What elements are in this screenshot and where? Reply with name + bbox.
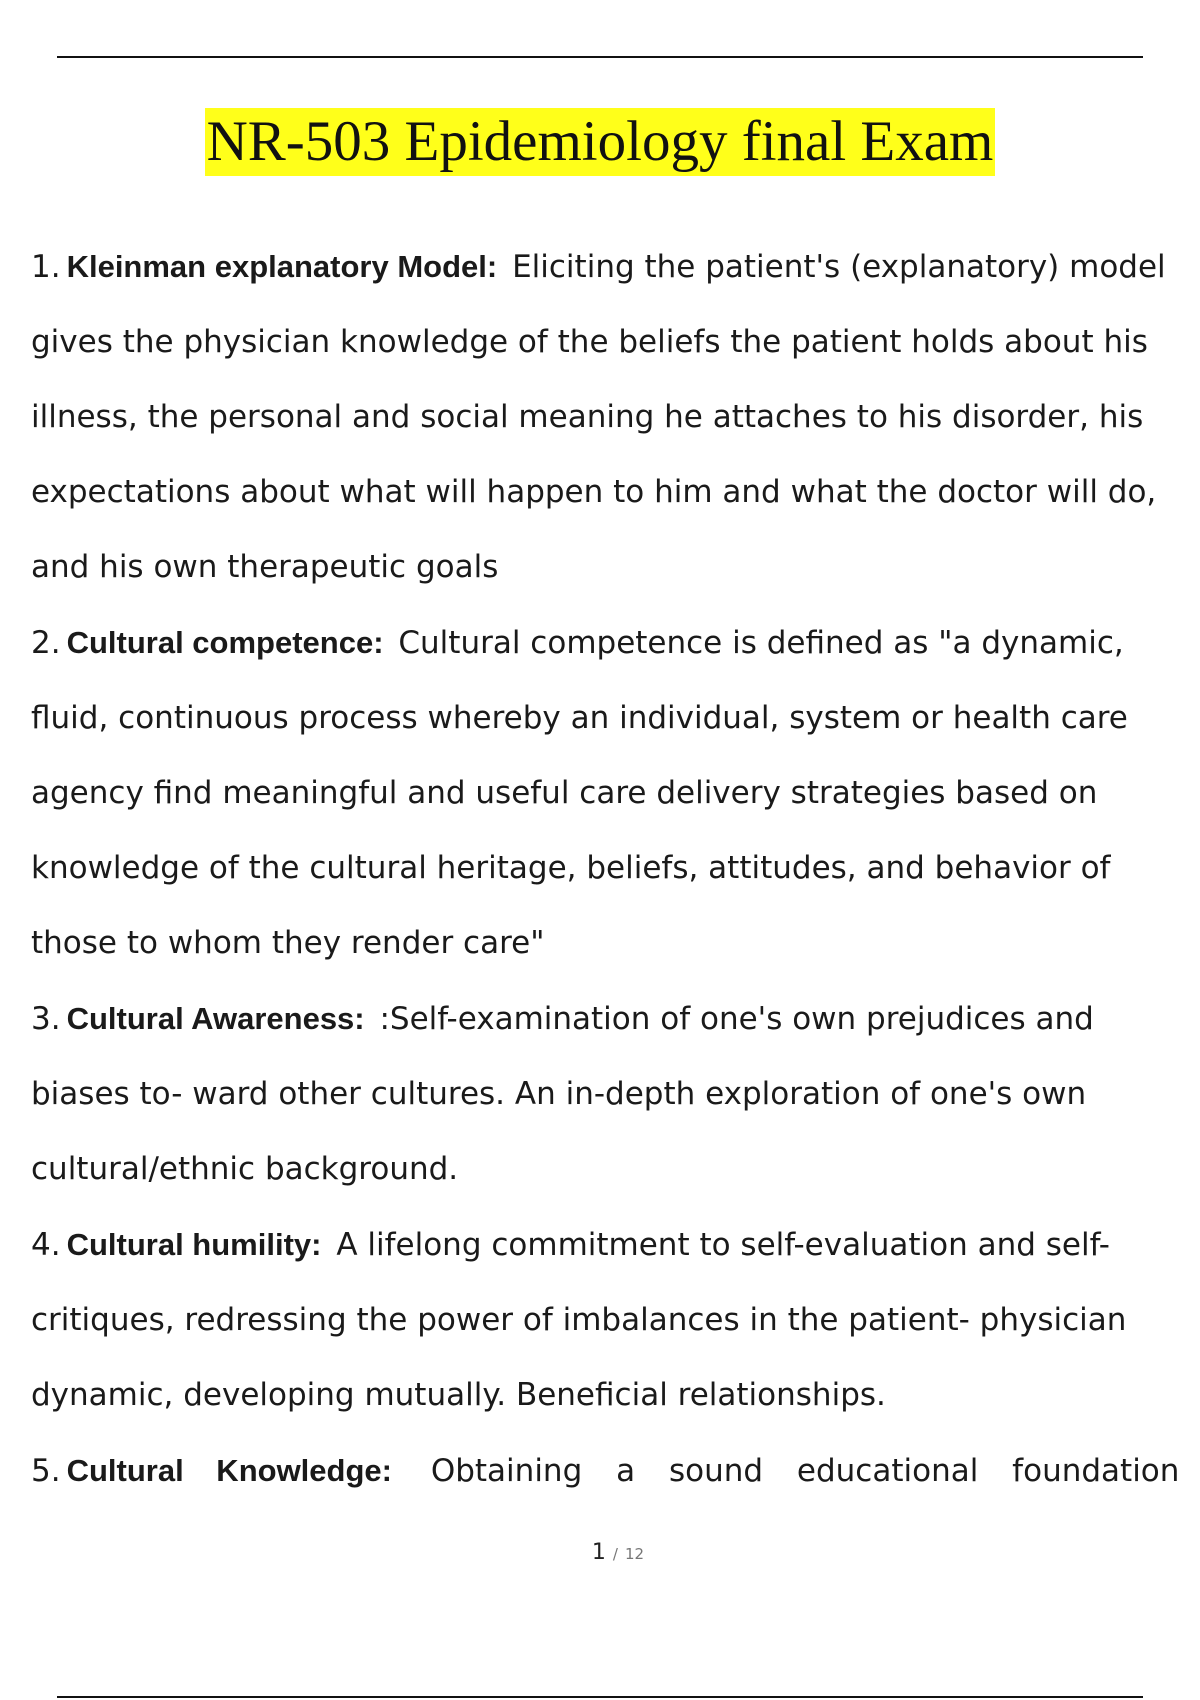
list-item: [31, 981, 1177, 1207]
item-number: 5.: [31, 1453, 61, 1489]
item-definition: :Self-examination of one's own prejudices and biases to- ward other cultures. An in-depth exploration of one's own cultural/ethnic background.: [31, 1001, 1094, 1187]
item-term: Cultural competence:: [66, 625, 384, 660]
item-term: Cultural Awareness:: [66, 1001, 365, 1036]
item-definition: Eliciting the patient's (explanatory) model gives the physician knowledge of the beliefs the patient holds about his illness, the personal and social meaning he attaches to his disorder, his expectations about what will happen to him and what the doctor will do, and his own therapeutic goals: [31, 249, 1166, 585]
top-divider: [57, 56, 1143, 58]
list-item: [31, 1433, 1180, 1509]
title-container: [0, 108, 1200, 176]
item-number: 4.: [31, 1227, 61, 1263]
list-item: [31, 605, 1177, 981]
list-item: [31, 229, 1177, 605]
item-term: Kleinman explanatory Model:: [66, 249, 498, 284]
item-number: 3.: [31, 1001, 61, 1037]
page-indicator: [0, 1540, 1200, 1565]
document-body: [31, 229, 1180, 1509]
bottom-divider: [57, 1696, 1143, 1698]
item-term: Cultural Knowledge:: [66, 1453, 392, 1488]
document-title: NR-503 Epidemiology final Exam: [205, 108, 996, 176]
item-definition: Cultural competence is defined as "a dynamic, fluid, continuous process whereby an individual, system or health care agency find meaningful and useful care delivery strategies based on knowledge of the cultural heritage, beliefs, attitudes, and behavior of those to whom they render care": [31, 625, 1128, 961]
item-term: Cultural humility:: [66, 1227, 322, 1262]
list-item: [31, 1207, 1177, 1433]
item-number: 2.: [31, 625, 61, 661]
item-definition: Obtaining a sound educational foundation: [430, 1453, 1180, 1489]
current-page: 1: [591, 1540, 606, 1565]
item-definition: A lifelong commitment to self-evaluation and self-critiques, redressing the power of imbalances in the patient- physician dynamic, developing mutually. Beneficial relationships.: [31, 1227, 1127, 1413]
item-number: 1.: [31, 249, 61, 285]
page-separator: /: [612, 1545, 618, 1563]
total-pages: 12: [624, 1545, 645, 1563]
